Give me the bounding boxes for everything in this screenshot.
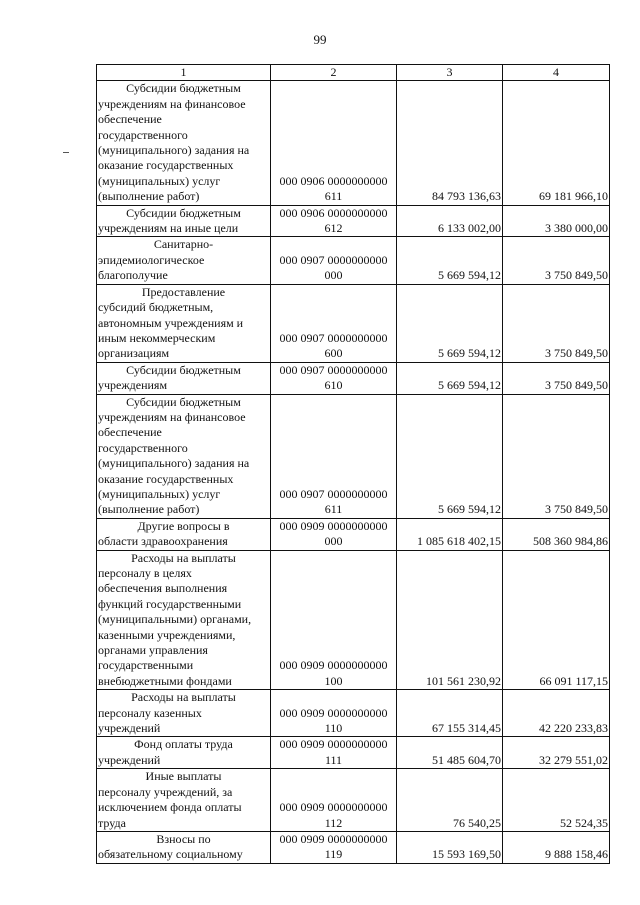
- table-row: [97, 550, 610, 690]
- row-amount-col3: 5 669 594,12: [397, 394, 503, 518]
- row-amount-col4: 508 360 984,86: [503, 518, 610, 550]
- row-amount-col3: 5 669 594,12: [397, 284, 503, 362]
- table-row: [97, 518, 610, 550]
- row-name-rest: области здравоохранения: [98, 534, 228, 549]
- row-name-cell: [97, 205, 271, 237]
- page-number: 99: [313, 32, 327, 47]
- table-row: [97, 394, 610, 518]
- row-name-first-line: Субсидии бюджетным: [126, 205, 241, 220]
- row-amount-col3: 5 669 594,12: [397, 237, 503, 284]
- row-name-first-line: Субсидии бюджетным: [126, 394, 241, 409]
- row-amount-col4: 66 091 117,15: [503, 550, 610, 690]
- row-code-cell: 000 0909 0000000000 000: [271, 518, 397, 550]
- table-body: [97, 81, 610, 863]
- row-name-first-line: Предоставление: [141, 284, 226, 299]
- row-amount-col3: 101 561 230,92: [397, 550, 503, 690]
- row-name-rest: учреждениям на финансовое обеспечение государственного (муниципального) задания на оказание государственных (муниципальных) услуг (выполнение работ): [98, 409, 250, 517]
- row-name-first-line: Расходы на выплаты: [131, 690, 236, 705]
- row-amount-col4: 9 888 158,46: [503, 831, 610, 863]
- row-name-rest: учреждений: [98, 752, 161, 767]
- row-name-cell: [97, 737, 271, 769]
- row-name-cell: [97, 284, 271, 362]
- row-amount-col4: 3 750 849,50: [503, 362, 610, 394]
- table-row: [97, 205, 610, 237]
- row-name-rest: субсидий бюджетным, автономным учреждениям и иным некоммерческим организациям: [98, 300, 244, 361]
- row-amount-col4: 3 750 849,50: [503, 284, 610, 362]
- row-amount-col3: 67 155 314,45: [397, 690, 503, 737]
- budget-table: [96, 64, 610, 864]
- table-row: [97, 81, 610, 205]
- row-name-first-line: Расходы на выплаты: [131, 550, 236, 565]
- row-amount-col3: 1 085 618 402,15: [397, 518, 503, 550]
- row-code-cell: 000 0907 0000000000 600: [271, 284, 397, 362]
- row-name-cell: [97, 518, 271, 550]
- row-amount-col3: 84 793 136,63: [397, 81, 503, 205]
- header-cell-3: 3: [397, 65, 503, 81]
- row-code-cell: 000 0909 0000000000 119: [271, 831, 397, 863]
- table-row: [97, 284, 610, 362]
- row-amount-col4: 69 181 966,10: [503, 81, 610, 205]
- row-name-rest: персоналу в целях обеспечения выполнения функций государственными (муниципальными) органами, казенными учреждениями, органами управления государственными внебюджетными фондами: [98, 566, 252, 688]
- row-amount-col3: 5 669 594,12: [397, 362, 503, 394]
- row-code-cell: 000 0906 0000000000 612: [271, 205, 397, 237]
- header-cell-1: 1: [97, 65, 271, 81]
- row-name-rest: персоналу учреждений, за исключением фонда оплаты труда: [98, 784, 242, 830]
- row-name-first-line: Субсидии бюджетным: [126, 362, 241, 377]
- row-code-cell: 000 0909 0000000000 112: [271, 769, 397, 832]
- row-name-first-line: Санитарно-: [153, 237, 214, 252]
- row-code-cell: 000 0909 0000000000 110: [271, 690, 397, 737]
- row-code-cell: 000 0907 0000000000 610: [271, 362, 397, 394]
- row-name-cell: [97, 362, 271, 394]
- row-amount-col3: 6 133 002,00: [397, 205, 503, 237]
- row-amount-col3: 15 593 169,50: [397, 831, 503, 863]
- row-name-cell: [97, 550, 271, 690]
- row-name-cell: [97, 831, 271, 863]
- table-row: [97, 769, 610, 832]
- row-name-cell: [97, 394, 271, 518]
- row-name-rest: учреждениям на финансовое обеспечение государственного (муниципального) задания на оказание государственных (муниципальных) услуг (выполнение работ): [98, 96, 250, 204]
- row-code-cell: 000 0907 0000000000 611: [271, 394, 397, 518]
- table-row: [97, 237, 610, 284]
- row-code-cell: 000 0907 0000000000 000: [271, 237, 397, 284]
- row-name-first-line: Фонд оплаты труда: [134, 737, 233, 752]
- row-code-cell: 000 0909 0000000000 111: [271, 737, 397, 769]
- row-name-rest: учреждениям на иные цели: [98, 221, 239, 236]
- row-name-rest: обязательному социальному: [98, 847, 243, 862]
- row-amount-col4: 32 279 551,02: [503, 737, 610, 769]
- table-row: [97, 737, 610, 769]
- table-row: [97, 362, 610, 394]
- row-name-first-line: Взносы по: [156, 831, 211, 846]
- header-cell-2: 2: [271, 65, 397, 81]
- row-amount-col4: 42 220 233,83: [503, 690, 610, 737]
- row-name-cell: [97, 690, 271, 737]
- header-row: [97, 65, 610, 81]
- row-name-rest: персоналу казенных учреждений: [98, 705, 202, 736]
- table-row: [97, 690, 610, 737]
- row-name-first-line: Другие вопросы в: [137, 518, 230, 533]
- row-amount-col3: 51 485 604,70: [397, 737, 503, 769]
- row-name-rest: учреждениям: [98, 378, 168, 393]
- header-cell-4: 4: [503, 65, 610, 81]
- row-name-first-line: Субсидии бюджетным: [126, 81, 241, 96]
- row-name-rest: эпидемиологическое благополучие: [98, 252, 205, 283]
- table-row: [97, 831, 610, 863]
- row-name-first-line: Иные выплаты: [145, 769, 222, 784]
- row-amount-col4: 3 750 849,50: [503, 237, 610, 284]
- row-amount-col3: 76 540,25: [397, 769, 503, 832]
- row-code-cell: 000 0909 0000000000 100: [271, 550, 397, 690]
- scan-mark: [63, 152, 69, 153]
- row-name-cell: [97, 81, 271, 205]
- row-amount-col4: 3 750 849,50: [503, 394, 610, 518]
- row-code-cell: 000 0906 0000000000 611: [271, 81, 397, 205]
- row-name-cell: [97, 769, 271, 832]
- row-amount-col4: 52 524,35: [503, 769, 610, 832]
- row-name-cell: [97, 237, 271, 284]
- row-amount-col4: 3 380 000,00: [503, 205, 610, 237]
